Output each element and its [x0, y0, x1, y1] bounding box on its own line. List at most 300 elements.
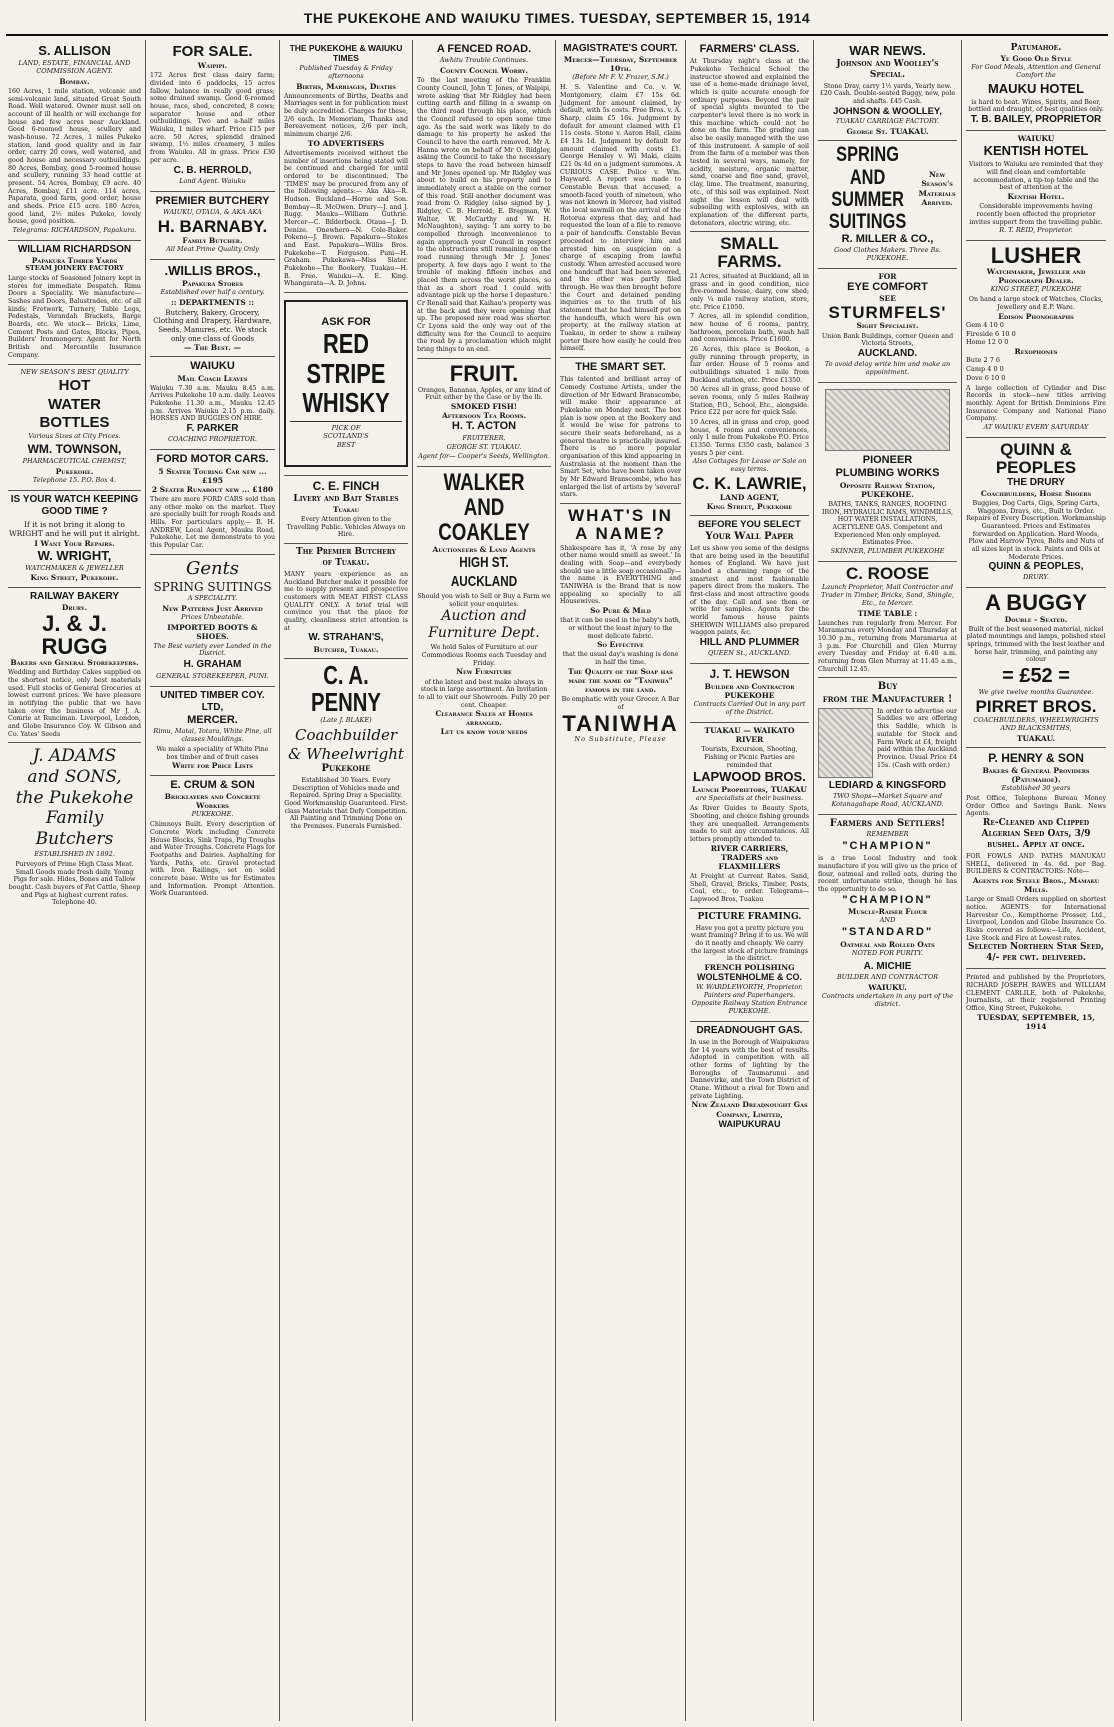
ad-finch [284, 476, 408, 544]
ad-name: J. T. HEWSON [709, 667, 790, 682]
ad-subtitle: Muscle-Raiser Flour [847, 907, 928, 917]
ad-title: FRUIT. [449, 360, 519, 386]
ad-brand: "CHAMPION" [842, 839, 933, 852]
ad-name: WALKER AND COAKLEY [438, 468, 530, 546]
article-headline: FARMERS' CLASS. [699, 43, 800, 55]
imprint-date: TUESDAY, SEPTEMBER, 15, 1914 [977, 1012, 1095, 1031]
ad-name: PIRRET BROS. [975, 697, 1097, 717]
ad-quinn-peoples [966, 438, 1106, 589]
ad-subtitle: New Furniture [456, 667, 512, 677]
column-4 [413, 40, 556, 1721]
ad-body: is hard to beat. Wines, Spirits, and Beer, bottled and draught, of best qualities only. [968, 98, 1104, 114]
article-subhead: (Before Mr F. V. Frazer, S.M.) [572, 73, 669, 82]
ad-name: SKINNER, PLUMBER PUKEKOHE [830, 547, 945, 556]
ad-hill-plummer [690, 516, 809, 664]
ad-whisky [284, 293, 408, 476]
ad-penny [284, 659, 408, 835]
ad-tagline: Write for Price Lists [172, 761, 253, 771]
ad-title: The Premier Butchery [296, 547, 396, 558]
ad-title: & Wheelwright [288, 744, 404, 763]
ad-allison [8, 40, 141, 241]
ad-body: Considerable improvements having recently been effected the proprietor invites support from the travelling public. [969, 203, 1103, 226]
ad-subtitle: Bricklayers and Concrete Workers [164, 792, 261, 811]
ad-name: C. A. PENNY [311, 659, 381, 717]
ad-place: Waipipi. [197, 61, 228, 71]
ad-title: ASK FOR [321, 315, 371, 328]
ad-title: Coachbuilder [294, 726, 398, 745]
ad-subtitle: Good Clothes Makers. Three Bs. PUKEKOHE. [834, 246, 941, 262]
column-6 [686, 40, 814, 1721]
ad-name: F. PARKER [186, 423, 239, 435]
ad-subtitle: Agents for Steele Bros., Mamaku Mills. [972, 875, 1100, 895]
ad-title: RAILWAY BAKERY [29, 590, 120, 602]
ad-body: Buggies, Dog Carts, Gigs, Spring Carts, Waggons, Drays, etc., Built to Order. Repairs of Every Description. Workmanship Guaranteed. Prices and Estimates forwarded on Application. Hard Woods, Plow and Harrow Tyres, Bolts and Nuts of all sizes kept in stock. Paints and Oils at Moderate Prices. [966, 499, 1106, 561]
ad-name: New Zealand Dreadnought Gas Company, Limited, [691, 1100, 808, 1119]
ad-subtitle: Rimu, Matai, Totara, White Pine, all classes Mouldings. [153, 727, 272, 744]
ad-note: We give twelve months Guarantee. [978, 688, 1094, 697]
ad-place: Butcher, Tuakau. [313, 644, 379, 654]
article-headline: MAGISTRATE'S COURT. [563, 43, 678, 54]
ad-place: TUAKAU. [1016, 734, 1056, 743]
ad-subtitle: Launch Proprietor, Mail Contractor and Trader in Timber, Bricks, Sand, Shingle, Etc., to Mercer. [821, 582, 954, 607]
ad-brand: "CHAMPION" [842, 893, 933, 906]
ad-body: Tourists, Excursion, Shooting, Fishing or Picnic Parties are reminded that [701, 746, 798, 769]
ad-place: WAIUKU, OTAUA, & AKA AKA [163, 208, 262, 217]
ad-body: Waiuku 7.30 a.m. Mauku 8.45 a.m. Arrives Pukekohe 10 a.m. daily. Leaves Pukekohe 11.30 a.m., Mauku 12.45 p.m. Arrives Waiuku 2.15 p.m. daily. HORSES AND BUGGIES ON HIRE. [150, 384, 275, 423]
ad-note: All Meat Prime Quality Only [166, 244, 259, 253]
ad-subtitle: (Late J. BLAKE) [320, 716, 372, 725]
ad-lediard-kingsford [818, 678, 957, 814]
ad-brand: RED STRIPE [306, 328, 386, 389]
notice-heading: Births, Marriages, Deaths [296, 81, 396, 91]
ad-title: UNITED TIMBER COY. LTD, [160, 689, 265, 713]
ad-buggy [966, 588, 1106, 748]
ad-tagline: are Specialists at their business. [695, 794, 804, 803]
ad-name: A. MICHIE [863, 960, 912, 972]
ad-place: King Street, Pukekohe. [30, 573, 119, 583]
ad-body: Large stocks of Seasoned Joinery kept in stores for immediate Despatch. Rimu Doors a Speciality. We manufacture— Sashes and Doors, Balustrades, etc. of all kinds; Fretwork, Turnery, Table Legs, Pedestals, Verandah Brackets, Barge Boards, etc. We stock— Bricks, Lime, Cement Posts and Gates, Blocks, Pipes, Builders' Ironmongery. Agent for North British and Mercantile Insurance Company. [8, 275, 141, 359]
ad-body: Union Bank Buildings, corner Queen and Victoria Streets, [821, 332, 954, 348]
article-subhead: Mercer—Thursday, September 10th. [563, 55, 678, 74]
ad-place: Opposite Railway Station, PUKEKOHE. [839, 480, 936, 499]
ad-lapwood [690, 723, 809, 909]
ad-body: Chimneys Built. Every description of Concrete Work including Concrete House Blocks, Sink Traps, Pig Troughs and Water Troughs. Concrete Flags for Footpaths and Dairies. Asphalting for Yards, Paths, etc. Gravel protected with Iron Railings, set on solid concrete base. Write us for Estimates and Information. Prompt Attention. Work Guaranteed. [150, 821, 275, 898]
ad-body: Large or Small Orders supplied on shortest notice. AGENTS for International Harvester Co., Kempthorne Prosser, Ltd., Liverpool, London and Globe Insurance Co. Risks covered as follows:—Life, Accident, Live Stock and Fire at Lowest rates. [966, 896, 1106, 942]
ad-name: MAUKU HOTEL [987, 80, 1085, 96]
article-magistrate [560, 40, 681, 358]
ad-name: R. MILLER & CO., [841, 232, 934, 245]
ad-rugg [8, 588, 141, 744]
ad-name: and SONS, [27, 767, 122, 787]
ad-proprietor: GENERAL STOREKEEPER, PUNI. [156, 671, 269, 680]
ad-place: Drury. [61, 602, 88, 612]
ad-skinner [818, 383, 957, 562]
ad-adams [8, 743, 141, 911]
ad-body: Contracts Carried Out in any part of the District. [693, 700, 806, 717]
ad-note: W. WARDLEWORTH, Proprietor. Painters and Paperhangers. Opposite Railway Station Entrance PUKEKOHE. [691, 983, 808, 1015]
ad-name: J. & J. RUGG [41, 610, 108, 659]
ad-subtitle: So Pure & Mild [590, 606, 651, 616]
ad-name: H. BARNABY. [157, 216, 268, 236]
ad-name: .WILLIS BROS., [164, 262, 261, 278]
ad-walker-coakley [417, 467, 551, 741]
ad-name: KENTISH HOTEL [983, 143, 1089, 159]
ad-miller [818, 141, 957, 268]
ad-strahan [284, 544, 408, 659]
ad-body: Have you got a pretty picture you want framing? Bring it to us. We will do it neatly and cheaply. We carry the largest stock of picture framings in the district. [690, 924, 809, 963]
ad-body: Shakespeare has it, 'A rose by any other name would smell as sweet.' In dealing with Soap—and everybody should use a little soap occasionally— the name is EVERYTHING and TANIWHA is the Brand that is now appealing so specially to all Housewives. [560, 544, 681, 606]
ad-name: C. ROOSE [845, 563, 930, 583]
ad-price: = £52 = [1002, 665, 1070, 687]
price-row: Gem 4 10 0 [966, 320, 1004, 329]
article-body: At Thursday night's class at the Pukekohe Technical School the instructor showed and explained the use of a home-made drainage level, which is quite accurate enough for ordinary purposes. Beyond the pair of special sights mounted to the carpenter's level there is no work in this machine which could not be done on the farm. The grading can also be easily managed with the use of this instrument. A sample of soil from the farm of a member was then tested in several ways, namely, for acidity, moisture, organic matter, sand, coarse and fine sand, gravel, clay, lime. The treatment, manuring, etc., of this soil was explained. Next night the lesson will deal with subsoiling with explosives, with an explanation of the different parts, detonators, electric wiring, etc. [690, 58, 809, 227]
ad-title: A BUGGY [985, 590, 1087, 616]
ad-title: IS YOUR WATCH KEEPING GOOD TIME ? [10, 493, 139, 518]
ad-note: Various Sizes at City Prices. [28, 432, 121, 441]
ad-champion [818, 815, 957, 1014]
ad-body: Stone Dray, carry 1½ yards, Yearly new. £20 Cash. Double-seated Buggy, new, pole and shafts. £45 Cash. [819, 82, 956, 106]
price-row: Fireside 6 10 0 [966, 329, 1016, 338]
ad-subtitle: Launch Proprietors, TUAKAU [692, 785, 807, 795]
ad-subtitle: For Good Meals, Attention and General Comfort the [971, 63, 1101, 80]
ad-subtitle: Watchmaker, Jeweller and Phonograph Dealer. [986, 267, 1086, 286]
ad-body: In order to advertise our Saddles we are offering this Saddle, which is suitable for Stock and Farm Work at £4, freight paid within the Auckland Province. Usual Price £4 15s. (Cash with order.) [877, 707, 958, 769]
ad-established: Established over half a century. [160, 287, 265, 296]
ad-title: PIONEER [862, 453, 913, 466]
ad-listing: 21 Acres, situated at Buckland, all in grass and in good condition, nice five-roomed house, dairy, cow shed; only ¼ mile railway station, store, etc. Price £1050. [690, 272, 809, 311]
price-list [966, 356, 1106, 382]
ad-taniwha [560, 504, 681, 748]
ad-place: PUKEKOHE. [191, 810, 234, 819]
ad-subtitle: Clearance Sales at Homes arranged. [435, 709, 533, 728]
ad-price-line: 2 Seater Runabout new ... £180 [151, 484, 274, 494]
ad-subtitle: THE DRURY [1007, 476, 1065, 488]
article-smart-set [560, 358, 681, 504]
ad-name: JOHNSON & WOOLLEY, [833, 105, 942, 117]
ad-mauku-hotel [966, 40, 1106, 131]
ad-body: MANY years experience as an Auckland Butcher make it possible for me to supply present and prospective customers with MEAT FIRST CLASS QUALITY ONLY. A brief trial will convince you that the place for quality, cleanliness strict attention is at [284, 571, 408, 632]
article-body: This talented and brilliant array of Comedy Costume Artists, under the direction of Mr Edward Branscombe, will make their appearance at Pukekohe on Monday next. The box plan is now open at the Bookery and it would be wise for patrons to secure their seats beforehand, as a general theatre is practically insured. There is no more popular organisation of this kind appearing in Australasia at the moment than the Smart Set, who have been taken over by Mr Edward Branscombe, who has enlarged the list of artists by 'several' stars. [560, 376, 681, 499]
ad-place: TWO Shops—Market Square and Kotanagahape Road, AUCKLAND. [831, 792, 944, 808]
ad-name: E. CRUM & SON [170, 778, 255, 791]
ad-title: WAIUKU [190, 360, 235, 373]
ad-proprietor: T. B. BAILEY, PROPRIETOR [970, 114, 1102, 126]
ad-listing: 50 Acres all in grass, good house of seven rooms, only 5 miles Railway Station, P.O., School, Etc., alongside. Price £22 per acre for quick Sale. [690, 386, 809, 417]
ad-dreadnought [690, 1022, 809, 1134]
masthead: THE PUKEKOHE AND WAIUKU TIMES. TUESDAY, SEPTEMBER 15, 1914 [6, 10, 1108, 36]
price-row: Bute 2 7 6 [966, 356, 1001, 365]
price-row: Home 12 0 0 [966, 338, 1009, 347]
ad-united-timber [150, 687, 275, 776]
ad-established: Established 30 years [1001, 784, 1071, 793]
column-7 [814, 40, 962, 1721]
ad-body: Let us show you some of the designs that are being used in the beautiful homes of England. We have just landed a charming range of the smartest and most fashionable papers direct from the makers. The first-class and most attractive goods of the day. Call and see them or write for samples. Agents for the world famous house paints SHERWIN WILLIAMS also prepared waggon paints, &c. [690, 545, 809, 637]
ad-title: Farmers and Settlers! [829, 817, 946, 829]
ad-body: 160 Acres, 1 mile station, volcanic and semi-volcanic land, situated Great South Road. Well watered. Owner must sell on account of ill health or will exchange for house and few acres near Auckland. Good 6-roomed house, scullery and wash-house. 72 Acres, 1 miles Pukeko station, land good quality and in fair order, carry 20 cows, well watered, and good house and necessary outbuildings. 80 Acres, Bombay, good 5-roomed house and scullery, running 33 head cattle at present. 54 Acres, Bombay, £9 acre. 40 Acres, Bombay, £11 acre. 114 acres, Paparata, good farm, good order, house and sheds. Price £15 acre. 180 Acres, good land, 2½ miles Pukeko, lovely house, good position. [8, 87, 141, 226]
ad-note: The Best variety ever Landed in the District. [153, 641, 272, 658]
ad-subtitle: RIVER CARRIERS, TRADERS and FLAXMILLERS [710, 843, 789, 871]
ad-subtitle: Livery and Bait Stables [293, 493, 399, 504]
ad-subtitle: Ye Good Old Style [1000, 53, 1072, 63]
ad-title: WAR NEWS. [849, 43, 926, 58]
ad-body: Purveyors of Prime High Class Meat. Small Goods made fresh daily. Young Pigs for sale. Hides, Bones and Tallow bought. Cash buyers of Fat Cattle, Sheep and Pigs at highest current rates. Telephone 40. [8, 860, 141, 907]
ad-body: We make a speciality of White Pine box timber and of fruit cases [156, 746, 269, 761]
price-row: Camp 4 0 0 [966, 365, 1004, 374]
column-2 [146, 40, 280, 1721]
ad-name: HILL AND PLUMMER [699, 637, 800, 649]
ad-body: that it can be used in the baby's bath, or without the least injury to the most delicate fabric. [560, 617, 681, 640]
ad-body: We hold Sales of Furniture at our Commodious Rooms each Tuesday and Friday. [421, 644, 547, 667]
ad-title: PICTURE FRAMING. [697, 911, 802, 922]
notice-body: Advertisements received without the number of insertions being stated will be continued and charged for until ordered to be discontinued. The 'TIMES' may be procured from any of the following agents:— Aka Aka—R. Hudson. Buckland—Horne and Son. Bombay—R. McOwen. Drury—J. and J. Rugg. Mauku—William Guthrie. Mercer—C. Bilderbeck. Otaua—J. D. Denize. Onewhero—N. Cole-Baker. Pokeno—J. Brown. Papakura—Stokes and East. Papakura—Willis Bros. Pukekohe—T. Ferguson. Puni—H. Graham. Pukekawa—Miss Slater. Pukekohe—The Bookery. Tuakau—H. B. Free. Waiuku—A. E. King. Whangarata—A. D. Johns. [284, 149, 408, 288]
article-headline: A FENCED ROAD. [436, 43, 532, 55]
ad-title: Gents [185, 557, 240, 579]
imprint-body: Printed and published by the Proprietors, RICHARD JOSEPH RAWES and WILLIAM CLEMENT CARLILE, both of Pukekohe, Journalists, at their registered Printing Office, King Street, Pukekohe. [966, 974, 1106, 1012]
ad-subtitle: Papakura Stores [181, 278, 244, 288]
ad-roose [818, 562, 957, 678]
ad-subtitle: Rexophones [1014, 347, 1058, 357]
ad-name: STURMFELS' [828, 302, 947, 322]
ad-proprietor: COACHING PROPRIETOR. [168, 435, 257, 444]
ad-name: C. K. LAWRIE, [692, 474, 807, 494]
ad-note: Prices Unbeatable. [181, 613, 244, 622]
ad-kentish-hotel [966, 131, 1106, 241]
ad-body: Built of the best seasoned material, nickel plated mountings and lamps, polished steel springs, trimmed with the best leather and horse hair, trimming, and painting any colour [966, 625, 1106, 664]
ad-name: Family Butchers [35, 808, 114, 850]
suitings-title [818, 144, 917, 232]
ad-listing: 7 Acres, all in splendid condition, new house of 6 rooms, pantry, bathroom, porcelain bath, wash hall and conveniences. Price £1600. [690, 313, 809, 344]
ad-subtitle: SMOKED FISH! [450, 402, 518, 412]
ad-note: Also Cottages for Lease or Sale on easy terms. [692, 457, 807, 474]
ad-name: H. T. ACTON [451, 420, 517, 433]
ad-place: MERCER. [187, 713, 238, 726]
ad-agent-sub: Land Agent. Waiuku [179, 176, 246, 185]
ad-title: DREADNOUGHT GAS. [696, 1024, 803, 1036]
ad-subtitle: Mail Coach Leaves [177, 373, 248, 383]
ad-place: HIGH ST. AUCKLAND [450, 554, 518, 590]
saddle-illustration [818, 708, 873, 778]
ad-title: BEFORE YOU SELECT [698, 519, 801, 531]
notice-body: Announcements of Births, Deaths and Marriages sent in for publication must be duly accredited. Charges for these, 2/6 each. In Memoriam, Thanks and Bereavement notices, 2/6 per inch, minimum charge 2/6. [284, 92, 408, 139]
ad-place: Pukekohe. [55, 466, 94, 476]
ad-name: QUINN & PEOPLES, [988, 561, 1084, 573]
ad-subtitle: FRENCH POLISHING [704, 963, 795, 972]
ad-body: Established 30 Years. Every Description of Vehicles made and Repaired. Spring Dray a Speciality. Good Workmanship Guaranteed. First-class Materials that Defy Competition. All Painting and Trimming Done on the Premises. Funerals Furnished. [284, 777, 408, 831]
ad-body: Should you wish to Sell or Buy a Farm we solicit your enquiries. [417, 592, 551, 608]
saddle-row [818, 706, 957, 780]
ad-subtitle: NEW SEASON'S BEST QUALITY [20, 367, 129, 376]
ad-subtitle: Builder and Contractor [704, 681, 795, 691]
ad-subtitle: SEE [879, 294, 896, 304]
ad-established: ESTABLISHED IN 1892. [34, 849, 115, 858]
ad-tagline: I Want Your Repairs. [34, 538, 115, 548]
ad-place: Pukekohe [321, 762, 371, 774]
ad-name: W. WRIGHT, [37, 547, 112, 563]
ad-place: Bombay. [59, 76, 90, 86]
ad-title: EYE COMFORT [847, 281, 928, 294]
ad-title: FOR SALE. [172, 43, 253, 60]
ad-sturmfels [818, 269, 957, 383]
ad-coach [150, 357, 275, 450]
ad-subtitle: of Tuakau. [322, 558, 370, 569]
ad-subtitle: Johnson and Woolley's Special. [836, 58, 939, 80]
ad-subtitle: A SPECIALITY. [187, 594, 238, 603]
ad-note: AND [879, 916, 896, 925]
ad-name: WOLSTENHOLME & CO. [697, 972, 802, 983]
ad-subtitle: So Effective [597, 640, 644, 650]
ad-body: 172 Acres first class dairy farm; divided into 6 paddocks, 15 acres fallow, balance in really good grass; some drained swamp. Good 6-roomed house, race, shed, concreted, 8 cows; separator house and other outbuildings. Two and a-half miles Waiuku, 1 miles wharf. Price £15 per acre. 50 Acres, splendid drained swamp, 1½ miles creamery, 3 miles from Waiuku. All in grass. Price £30 per acre. [150, 72, 275, 164]
ad-body: is a true Local Industry and took manufacture if you will give us the price of flour, oatmeal and rolled oats, during the recent unfortunate strike, though he has the opportunity to do so. [818, 855, 957, 894]
ad-listing: 10 Acres, all in grass and crop, good house, 4 rooms and conveniences, only 1 mile from Pukekohe P.O. Price £1350. Terms £350 cash, balance 3 years 5 per cent. [690, 418, 809, 457]
price-row: Dove 6 10 0 [966, 373, 1006, 382]
ad-proprietor: R. T. REID, Proprietor. [999, 226, 1073, 235]
ad-subtitle: Double - Seated. [1004, 614, 1068, 624]
ad-place: WAIUKU [1017, 134, 1055, 144]
suitings-row [818, 144, 957, 232]
ad-subtitle: Family Butcher. [182, 235, 243, 245]
ad-note: SCOTLAND'S [323, 432, 369, 441]
notice-subtitle: Published Tuesday & Friday afternoons [299, 63, 393, 80]
ad-title: SPRING AND [836, 143, 899, 189]
divider [290, 421, 402, 422]
ad-place: AUCKLAND. [857, 347, 918, 359]
ad-name: WM. TOWNSON, [27, 442, 122, 457]
paper-notice [284, 40, 408, 293]
ad-hot-water [8, 365, 141, 491]
ad-subtitle: FOR [878, 271, 897, 281]
ad-agent: Agent for— Cooper's Seeds, Wellington. [418, 451, 550, 460]
ad-subtitle: New Patterns Just Arrived [162, 604, 263, 614]
ad-title: SMALL FARMS. [717, 234, 782, 272]
ad-body: BATHS, TANKS, RANGES, ROOFING IRON, HYDRAULIC RAMS, WINDMILLS, HOT WATER INSTALLATIONS, ACETYLENE GAS. Competent and Experienced Men only employed. Estimates Free. [821, 501, 954, 547]
ad-place: DRURY. [1023, 573, 1049, 582]
ad-name: the Pukekohe [15, 787, 134, 808]
ad-agent: C. B. HERROLD, [173, 164, 252, 176]
ad-subtitle: WATCHMAKER & JEWELLER [25, 563, 124, 572]
ad-title: BOTTLES [39, 414, 110, 432]
ad-graham [150, 555, 275, 687]
ad-acton [417, 359, 551, 467]
notice-title: THE PUKEKOHE & WAIUKU TIMES [289, 43, 403, 64]
ad-subtitle: Your Wall Paper [705, 530, 794, 542]
ad-brand: TANIWHA [562, 710, 679, 736]
ad-note: AT WAIUKU EVERY SATURDAY [983, 422, 1089, 431]
ad-title: Patumahoe. [1010, 43, 1062, 53]
column-3 [280, 40, 413, 1721]
article-body: To the last meeting of the Franklin County Council, John T. Jones, of Waipipi, wrote asking that Mr Ridgley had been cutting earth and filling in a swamp on the third road through his place, which the Council refused to open some time ago. As the said work was likely to do damage to his property he asked the Council to have the earth removed. Mr A. Hanna wrote on behalf of Mr O. Ridgley, asking the Council to take the necessary steps to have the road between himself and Mr Jones opened up. Mr Ridgley was about to build on his property and to immediately erect a stable on the corner of this road. Still another document was read from O. Ridgley (also signed by J. Ridgley, C. B. Herrold, E. Bregman, W. Walter, W. McCarthy and W. H. McNaughton), saying: 'I am sorry to be compelled through inconvenience to again approach your Council in respect to the obstructions still remaining on the road running through Mr J. Jones' property. A few days ago I went to the trouble of making fifteen inches and placed them across the worst places, so that as a short road I could with advantage pick up the horse I depasture.' Cr Renall said that Kaihau's property was at the back and they were opening that up. The proposed new road was shorter. Cr Lyons said the only way out of the difficulty was for the Council to acquire the road by a proclamation which might bring things to an end. [417, 77, 551, 353]
ad-body: Every Attention given to the Travelling Public. Vehicles Always on Hire. [286, 516, 406, 539]
ad-henry [966, 748, 1106, 969]
ad-body: On hand a large stock of Watches, Clocks, Jewellery and E.P. Ware. [968, 296, 1104, 312]
price-list [966, 321, 1106, 347]
ad-subtitle: Papakura Timber Yards [31, 256, 118, 266]
ad-note: To avoid delay write him and make an appointment. [824, 360, 951, 377]
ad-subtitle: Bakers and General Storekeepers. [10, 658, 139, 668]
ad-title: PREMIER BUTCHERY [155, 194, 270, 207]
ad-body: As River Guides to Beauty Spots, Shooting, and choice fishing grounds they are unequalled. Arrangements made to suit any circumstances. All letters promptly attended to. [690, 805, 809, 843]
article-subhead: County Council Worry. [440, 66, 528, 76]
ad-subtitle: Oatmeal and Rolled Oats [840, 939, 935, 949]
ad-place: WAIUKU. [868, 982, 907, 992]
ad-name: P. HENRY & SON [988, 751, 1084, 766]
ad-body: There are more FORD CARS sold than any other make on the market. They are specially built for rough Roads and Hills. For particulars apply,— B. H. ANDREW, Local Agent, Mauku Road, Pukekohe. Let me demonstrate to you this Popular Car. [150, 496, 275, 550]
ad-place: GEORGE ST. TUAKAU. [446, 442, 522, 451]
ad-listing: 26 Acres, this place is Bookon, a gully running through property, in fair order. House of 5 rooms and outbuildings situated 1 mile from Buckland station, etc. Price £1350. [690, 345, 809, 384]
ad-title: from the Manufacturer ! [822, 693, 953, 705]
ad-name: LAPWOOD BROS. [693, 769, 806, 785]
ad-willis [150, 260, 275, 357]
ad-subtitle: TUAKAU CARRIAGE FACTORY. [835, 117, 940, 126]
ad-subtitle: Auctioneers & Land Agents [432, 545, 536, 555]
ad-note: Contracts undertaken in any part of the district. [821, 991, 954, 1008]
ad-place: George St. TUAKAU. [846, 127, 929, 137]
ad-subtitle: TUAKAU — WAIKATO RIVER [704, 725, 795, 745]
ad-subtitle: COACHBUILDERS, WHEELWRIGHTS AND BLACKSMITHS, [973, 716, 1099, 733]
ad-subtitle: Edison Phonographs [998, 311, 1074, 321]
column-1 [4, 40, 146, 1721]
ad-barnaby [150, 192, 275, 260]
ad-note: NOTED FOR PURITY. [851, 948, 924, 957]
ad-title: WHAT'S IN A NAME? [568, 506, 673, 543]
ad-body: of the latest and best make always in stock in large assortment. An Invitation to all to visit our Showroom. Fully 20 per cent. Cheaper. [418, 678, 550, 709]
article-farmers-class [690, 40, 809, 232]
ad-body: Visitors to Waiuku are reminded that they will find clean and comfortable accommodation, a tip-top table and the best of attention at the [968, 161, 1103, 192]
ad-subtitle: STEAM JOINERY FACTORY [25, 264, 124, 273]
ad-subtitle: The Quality of the Soap has made the name of "Taniwha" famous in the land. [568, 666, 673, 695]
ad-departments: :: DEPARTMENTS :: [171, 297, 254, 307]
imprint [966, 969, 1106, 1035]
ad-wolstenholme [690, 909, 809, 1022]
ad-side-note: New Season's Materials Arrived. [918, 170, 956, 207]
ad-subtitle: REMEMBER [866, 830, 909, 839]
ad-body: Butchery, Bakery, Grocery, Clothing and Drapery, Hardware, Seeds, Manures, etc. We stock only one class of Goods [153, 308, 272, 343]
ad-lawrie [690, 232, 809, 516]
ad-name: LUSHER [990, 243, 1082, 269]
ad-telephone: Telephone 15. P.O. Box 4. [32, 475, 117, 484]
ad-brand: "STANDARD" [841, 926, 934, 939]
ad-for-sale [150, 40, 275, 192]
ad-body: A large collection of Cylinder and Disc Records in stock—new titles arriving monthly. Agent for British Dominions Fire Insurance Company and National Piano Company. [966, 384, 1106, 423]
ad-title: SUMMER [831, 187, 904, 211]
ad-title: HOT [58, 377, 91, 395]
ad-subtitle: FRUITERER. [462, 433, 506, 442]
ad-richardson [8, 241, 141, 365]
ad-subtitle: LAND AGENT, [719, 493, 780, 503]
ad-title: Buy [877, 681, 898, 693]
ad-subtitle: TIME TABLE : [857, 608, 918, 618]
ad-body: FOR FOWLS AND PATHS MANUKAU SHELL, delivered in 4s. 6d. per Bag. BUILDERS & CONTRACTORS: Note— [966, 852, 1106, 876]
ad-name: W. STRAHAN'S, [308, 632, 384, 644]
ad-title: S. ALLISON [38, 43, 111, 58]
ad-crum [150, 776, 275, 902]
ad-place: PUKEKOHE [724, 691, 775, 700]
article-headline: THE SMART SET. [575, 360, 666, 373]
ad-body: Be emphatic with your Grocer. A Bar of [561, 696, 680, 711]
ad-subtitle: Auction and Furniture Dept. [428, 608, 540, 642]
ad-name: LEDIARD & KINGSFORD [828, 779, 947, 791]
ad-subtitle: Kentish Hotel. [1007, 192, 1065, 202]
ad-body: Launches run regularly from Mercer. For Maramarua every Monday and Thursday at 10.30 p.m., returning from Maramarua at 3 p.m. For Churchill and Glen Murray every Tuesday and Friday at 6.40 a.m. returning from Glen Murray at 11.45 a.m., Churchill 12.45. [818, 619, 957, 673]
ad-body: Post Office, Telephone Bureau Money Order Office and Savings Bank. News Agents. [966, 794, 1106, 818]
ad-name: J. ADAMS [32, 746, 117, 767]
ad-body: If it is not bring it along to WRIGHT and he will put it alright. [8, 520, 141, 539]
ad-place: Tuakau [332, 504, 360, 514]
ad-hewson [690, 664, 809, 723]
ad-title: WILLIAM RICHARDSON [17, 243, 132, 255]
column-5 [556, 40, 686, 1721]
ad-tagline: Let us know your needs [440, 727, 528, 737]
ad-subtitle: PHARMACEUTICAL CHEMIST, [22, 456, 127, 465]
